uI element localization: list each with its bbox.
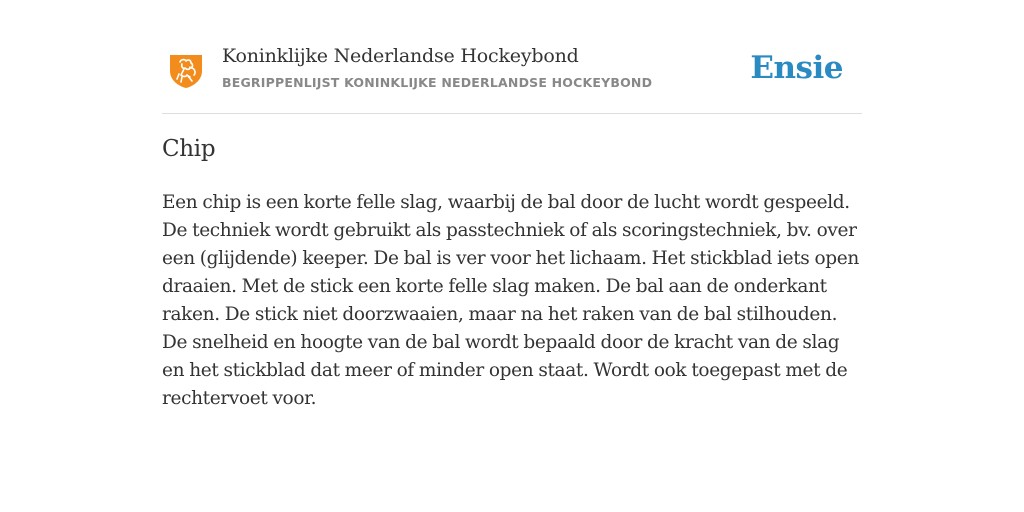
hockeybond-logo-icon[interactable] [168, 52, 204, 89]
glossary-subtitle: BEGRIPPENLIJST KONINKLIJKE NEDERLANDSE HOCKEYBOND [222, 75, 653, 90]
term-title: Chip [162, 136, 216, 162]
header [162, 40, 862, 114]
term-definition: Een chip is een korte felle slag, waarbij de bal door de lucht wordt gespeeld. De techniek wordt gebruikt als passtechniek of als scoringstechniek, bv. over een (glijdende) keeper. De bal is ver voor het lichaam. Het stickblad iets open draaien. Met de stick een korte felle slag maken. De bal aan de onderkant raken. De stick niet doorzwaaien, maar na het raken van de bal stilhouden. De snelheid en hoogte van de bal wordt bepaald door de kracht van de slag en het stickblad dat meer of minder open staat. Wordt ook toegepast met de rechtervoet voor. [162, 192, 859, 409]
ensie-brand-logo[interactable]: Ensie [750, 50, 843, 86]
organization-name[interactable]: Koninklijke Nederlandse Hockeybond [222, 45, 579, 67]
